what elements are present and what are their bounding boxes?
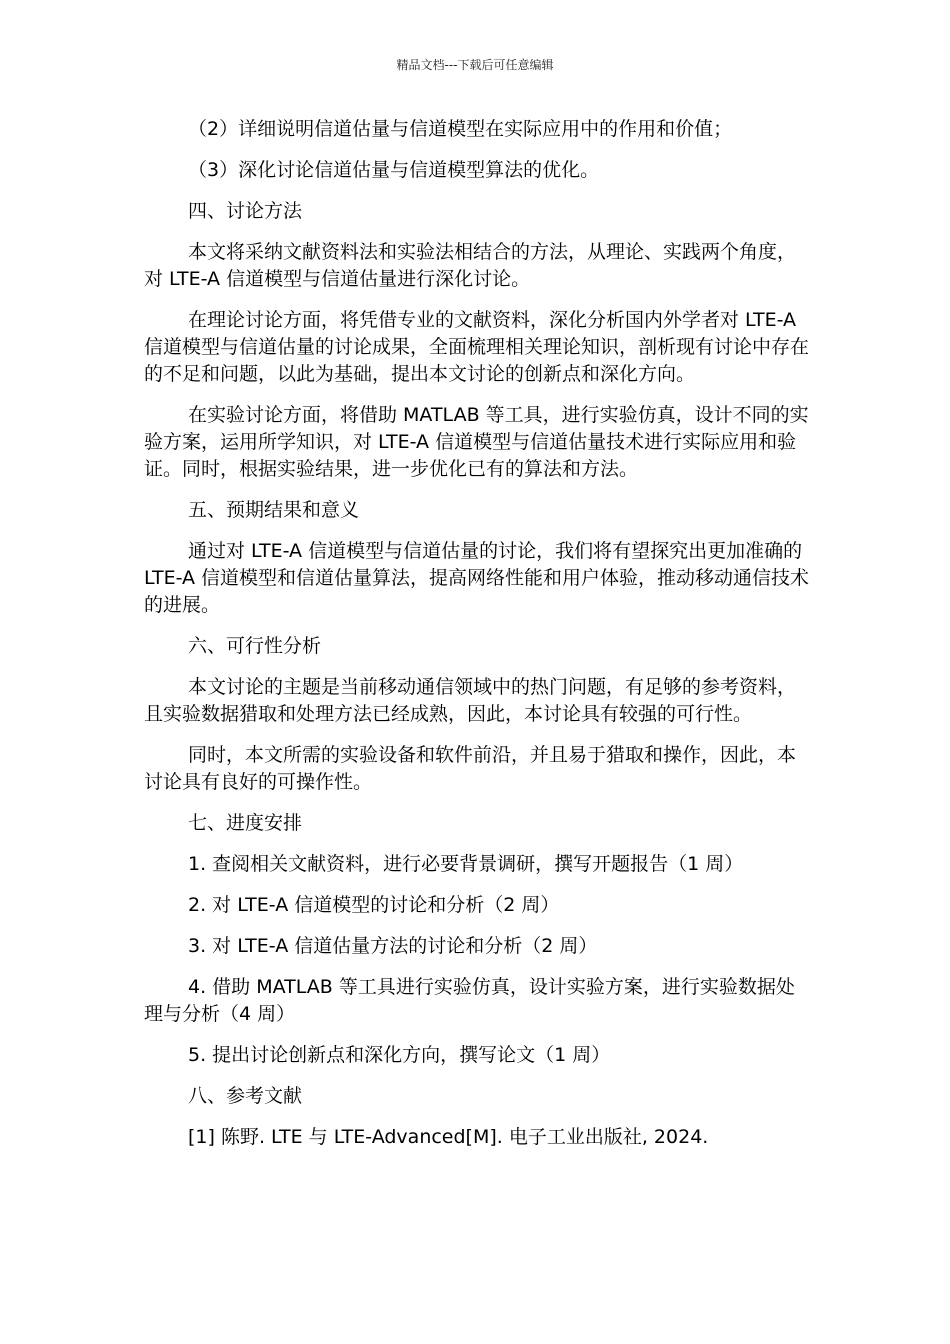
section-heading-methods: 四、讨论方法 bbox=[188, 200, 303, 222]
paragraph-methods-intro: 本文将采纳文献资料法和实验法相结合的方法，从理论、实践两个角度，对 LTE-A 信道模型与信道估量进行深化讨论。 bbox=[144, 241, 797, 290]
paragraph-feasibility-1: 本文讨论的主题是当前移动通信领域中的热门问题，有足够的参考资料，且实验数据猎取和处理方法已经成熟，因此，本讨论具有较强的可行性。 bbox=[144, 676, 797, 725]
schedule-item-1: 1. 查阅相关文献资料，进行必要背景调研，撰写开题报告（1 周） bbox=[188, 853, 744, 875]
section-heading-references: 八、参考文献 bbox=[188, 1085, 303, 1107]
section-heading-expected-results: 五、预期结果和意义 bbox=[188, 499, 360, 521]
page-header: 精品文档---下载后可任意编辑 bbox=[396, 58, 554, 72]
document-body bbox=[144, 116, 810, 1165]
section-heading-schedule: 七、进度安排 bbox=[188, 812, 303, 834]
schedule-item-5: 5. 提出讨论创新点和深化方向，撰写论文（1 周） bbox=[188, 1044, 611, 1066]
paragraph-theory: 在理论讨论方面，将凭借专业的文献资料，深化分析国内外学者对 LTE-A 信道模型与信道估量的讨论成果，全面梳理相关理论知识，剖析现有讨论中存在的不足和问题，以此为基础，提出本文讨论的创新点和深化方向。 bbox=[144, 309, 810, 385]
schedule-item-3: 3. 对 LTE-A 信道估量方法的讨论和分析（2 周） bbox=[188, 935, 598, 957]
reference-item-1: [1] 陈野. LTE 与 LTE-Advanced[M]. 电子工业出版社, 2024. bbox=[188, 1126, 709, 1148]
objective-item-3: （3）深化讨论信道估量与信道模型算法的优化。 bbox=[188, 159, 600, 181]
paragraph-experiment: 在实验讨论方面，将借助 MATLAB 等工具，进行实验仿真，设计不同的实验方案，运用所学知识，对 LTE-A 信道模型与信道估量技术进行实际应用和验证。同时，根据实验结果，进一步优化已有的算法和方法。 bbox=[144, 404, 809, 480]
paragraph-feasibility-2: 同时，本文所需的实验设备和软件前沿，并且易于猎取和操作，因此，本讨论具有良好的可操作性。 bbox=[144, 744, 797, 793]
objective-item-2: （2）详细说明信道估量与信道模型在实际应用中的作用和价值； bbox=[188, 118, 733, 140]
schedule-item-2: 2. 对 LTE-A 信道模型的讨论和分析（2 周） bbox=[188, 894, 560, 916]
section-heading-feasibility: 六、可行性分析 bbox=[188, 635, 322, 657]
paragraph-expected-results: 通过对 LTE-A 信道模型与信道估量的讨论，我们将有望探究出更加准确的 LTE-A 信道模型和信道估量算法，提高网络性能和用户体验，推动移动通信技术的进展。 bbox=[144, 540, 810, 616]
schedule-item-4: 4. 借助 MATLAB 等工具进行实验仿真，设计实验方案，进行实验数据处理与分析（4 周） bbox=[144, 976, 795, 1025]
